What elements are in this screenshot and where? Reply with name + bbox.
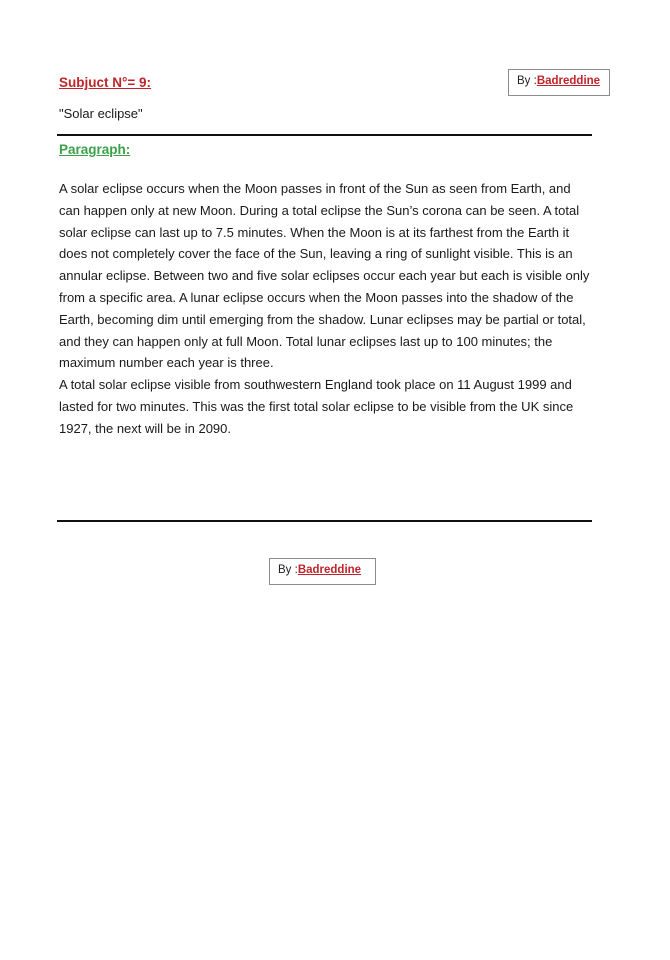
author-box-bottom bbox=[269, 558, 376, 585]
author-prefix: By : bbox=[278, 564, 298, 576]
subject-title: "Solar eclipse" bbox=[59, 106, 143, 121]
paragraph-text-1: A solar eclipse occurs when the Moon passes in front of the Sun as seen from Earth, and can happen only at new Moon. During a total eclipse the Sun’s corona can be seen. A total solar eclipse can last up to 7.5 minutes. When the Moon is at its farthest from the Earth it does not completely cover the face of the Sun, leaving a ring of sunlight visible. This is an annular eclipse. Between two and five solar eclipses occur each year but each is visible only from a specific area. A lunar eclipse occurs when the Moon passes into the shadow of the Earth, becoming dim until emerging from the shadow. Lunar eclipses may be partial or total, and they can happen only at full Moon. Total lunar eclipses last up to 100 minutes; the maximum number each year is three. bbox=[59, 181, 590, 371]
paragraph-heading: Paragraph: bbox=[59, 142, 131, 157]
subject-number: Subjuct N°= 9: bbox=[59, 75, 152, 90]
top-divider bbox=[57, 134, 592, 136]
paragraph-text-2: A total solar eclipse visible from southwestern England took place on 11 August 1999 and lasted for two minutes. This was the first total solar eclipse to be visible from the UK since 1927, the next will be in 2090. bbox=[59, 377, 574, 436]
author-name: Badreddine bbox=[536, 75, 601, 87]
author-prefix: By : bbox=[517, 75, 537, 87]
bottom-divider bbox=[57, 520, 592, 522]
paragraph-body bbox=[59, 178, 592, 440]
author-name: Badreddine bbox=[297, 564, 362, 576]
author-box-top bbox=[508, 69, 610, 96]
